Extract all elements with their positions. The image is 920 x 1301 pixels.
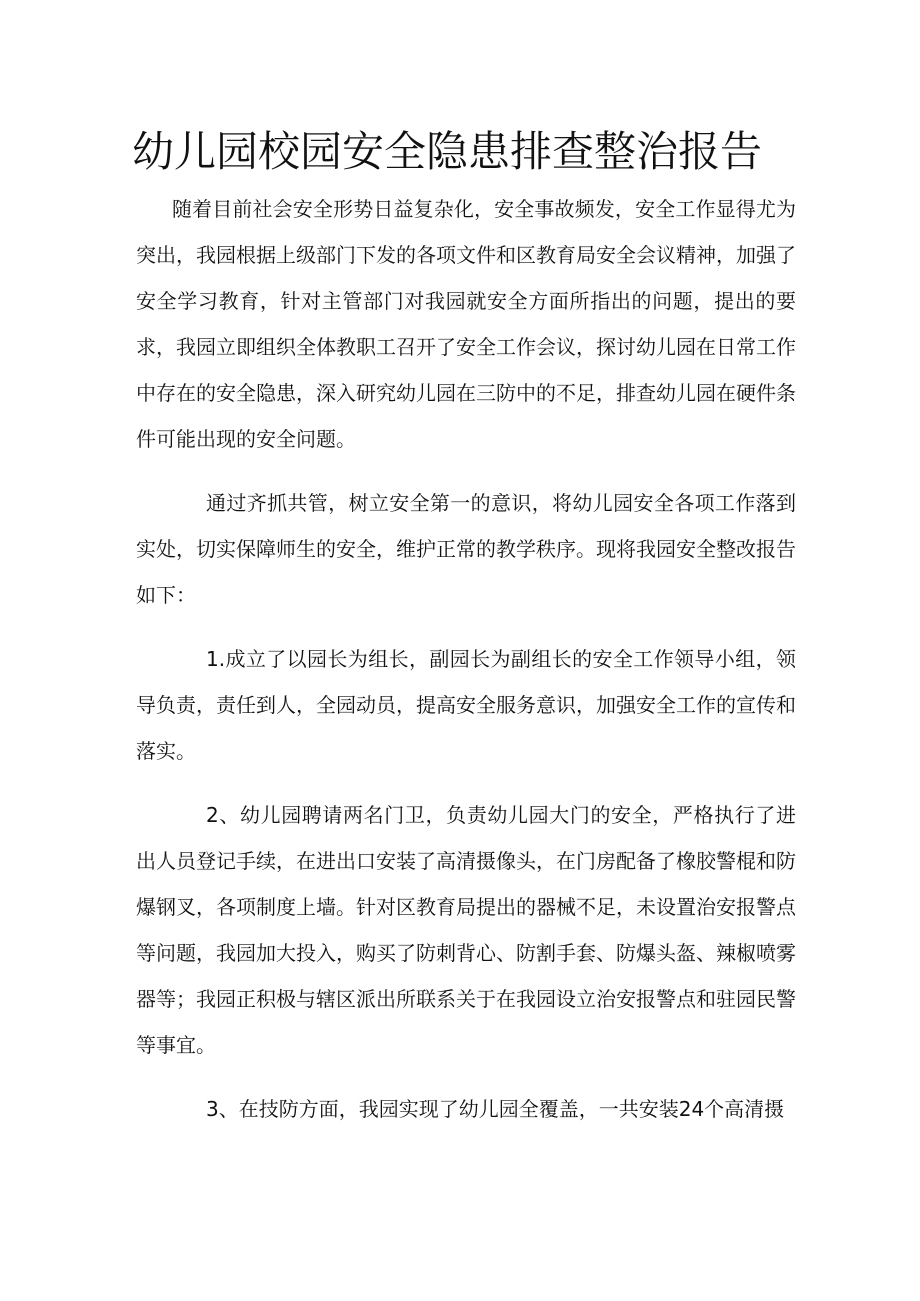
paragraph-intro: 随着目前社会安全形势日益复杂化，安全事故频发，安全工作显得尤为突出，我园根据上级部门下发的各项文件和区教育局安全会议精神，加强了安全学习教育，针对主管部门对我园就安全方面所指出的问题，提出的要求，我园立即组织全体教职工召开了安全工作会议，探讨幼儿园在日常工作中存在的安全隐患，深入研究幼儿园在三防中的不足，排查幼儿园在硬件条件可能出现的安全问题。 <box>136 197 796 451</box>
paragraph-summary: 通过齐抓共管，树立安全第一的意识，将幼儿园安全各项工作落到实处，切实保障师生的安全，维护正常的教学秩序。现将我园安全整改报告如下： <box>136 491 796 607</box>
document-body <box>136 186 796 1132</box>
paragraph-item-1: 1.成立了以园长为组长，副园长为副组长的安全工作领导小组，领导负责，责任到人，全园动员，提高安全服务意识，加强安全工作的宣传和落实。 <box>136 647 796 763</box>
paragraph-item-2: 2、幼儿园聘请两名门卫，负责幼儿园大门的安全，严格执行了进出人员登记手续，在进出口安装了高清摄像头，在门房配备了橡胶警棍和防爆钢叉，各项制度上墙。针对区教育局提出的器械不足，未设置治安报警点等问题，我园加大投入，购买了防刺背心、防割手套、防爆头盔、辣椒喷雾器等；我园正积极与辖区派出所联系关于在我园设立治安报警点和驻园民警等事宜。 <box>136 803 796 1057</box>
paragraph-item-3: 3、在技防方面，我园实现了幼儿园全覆盖，一共安装24个高清摄 <box>206 1097 785 1121</box>
document-title: 幼儿园校园安全隐患排查整治报告 <box>132 127 763 176</box>
